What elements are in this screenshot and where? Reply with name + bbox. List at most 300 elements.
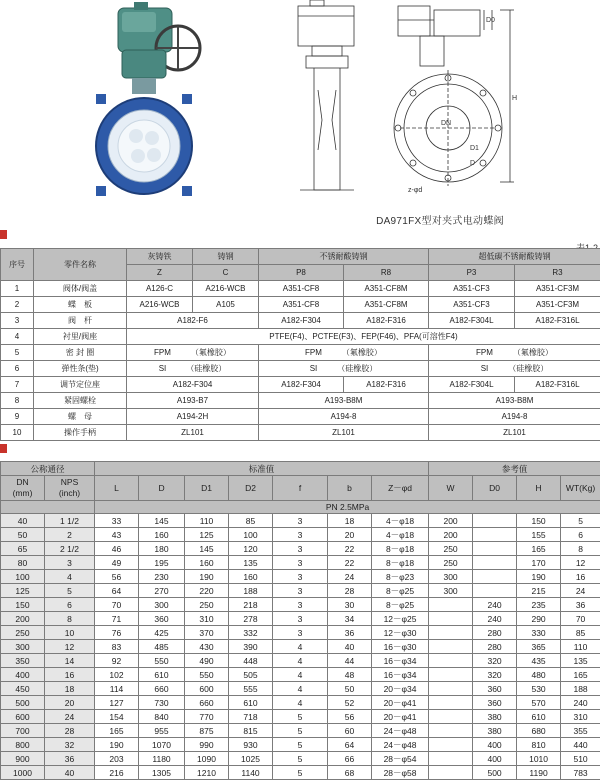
column-header-row — [1, 476, 600, 501]
cell-l: 154 — [95, 710, 139, 724]
table-row — [1, 626, 600, 640]
cell-f: 3 — [273, 598, 328, 612]
cell-d: 230 — [139, 570, 185, 584]
cell-d: 550 — [139, 654, 185, 668]
cell-d1: 1090 — [185, 752, 229, 766]
cell-h: 610 — [517, 710, 561, 724]
cell-z-phd: 4－φ18 — [372, 528, 429, 542]
cell-d: 1180 — [139, 752, 185, 766]
cell-d1: 250 — [185, 598, 229, 612]
cell-dn: 125 — [1, 584, 45, 598]
cell-f: 5 — [273, 752, 328, 766]
cell-b: 20 — [328, 528, 372, 542]
d0-label: D0 — [486, 17, 495, 24]
cell-h: 1010 — [517, 752, 561, 766]
cell-name: 阀体/阀盖 — [34, 281, 127, 297]
cell-z-phd: 24－φ48 — [372, 724, 429, 738]
cell-d2: 610 — [229, 696, 273, 710]
column-header-l: L — [95, 476, 139, 501]
cell-name: 阀 杆 — [34, 313, 127, 329]
cell-d0 — [473, 556, 517, 570]
cell-r: A351-CF8M — [344, 297, 429, 313]
cell-no: 3 — [1, 313, 34, 329]
cell-wt: 510 — [561, 752, 600, 766]
cell-dn: 800 — [1, 738, 45, 752]
cell-d2: 85 — [229, 514, 273, 528]
cell-f: 3 — [273, 584, 328, 598]
cell-d0: 500 — [473, 766, 517, 780]
cell-name: 螺 母 — [34, 409, 127, 425]
cell-l: 127 — [95, 696, 139, 710]
table-row — [1, 542, 600, 556]
cell-d1: 660 — [185, 696, 229, 710]
cell-h: 1190 — [517, 766, 561, 780]
cell-b: 44 — [328, 654, 372, 668]
cell-h: 290 — [517, 612, 561, 626]
cell-p3r3: FPM （氟橡胶） — [429, 345, 600, 361]
cell-d0: 280 — [473, 640, 517, 654]
cell-l: 70 — [95, 598, 139, 612]
cell-dn: 80 — [1, 556, 45, 570]
cell-z-phd: 24－φ48 — [372, 738, 429, 752]
cell-zc: ZL101 — [127, 425, 259, 441]
cell-d2: 100 — [229, 528, 273, 542]
cell-p: A182-F304 — [259, 313, 344, 329]
side-view-drawing — [298, 0, 354, 190]
cell-wt: 36 — [561, 598, 600, 612]
cell-pr: ZL101 — [259, 425, 429, 441]
valve-figures — [0, 0, 600, 240]
cell-h: 330 — [517, 626, 561, 640]
cell-w — [429, 612, 473, 626]
cell-d0: 240 — [473, 612, 517, 626]
materials-table — [0, 248, 600, 441]
figure-caption: DA971FX型对夹式电动蝶阀 — [140, 212, 600, 227]
cell-b: 50 — [328, 682, 372, 696]
cell-no: 6 — [1, 361, 34, 377]
column-header-h: H — [517, 476, 561, 501]
header-r3: R3 — [515, 265, 600, 281]
header-z: Z — [127, 265, 193, 281]
table-row — [1, 752, 600, 766]
cell-p3r3: A194-8 — [429, 409, 600, 425]
cell-wt: 783 — [561, 766, 600, 780]
cell-z-phd: 4－φ18 — [372, 514, 429, 528]
cell-w: 200 — [429, 514, 473, 528]
cell-d0: 380 — [473, 710, 517, 724]
cell-dn: 40 — [1, 514, 45, 528]
cell-f: 3 — [273, 528, 328, 542]
cell-name: 操作手柄 — [34, 425, 127, 441]
cell-z: A216-WCB — [127, 297, 193, 313]
front-view-drawing — [394, 6, 514, 186]
cell-p: A351-CF8 — [259, 281, 344, 297]
header-nominal: 公称通径 — [1, 462, 95, 476]
cell-dn: 900 — [1, 752, 45, 766]
cell-nps: 24 — [45, 710, 95, 724]
cell-l: 33 — [95, 514, 139, 528]
cell-h: 680 — [517, 724, 561, 738]
cell-w — [429, 598, 473, 612]
cell-dn: 200 — [1, 612, 45, 626]
cell-wt: 70 — [561, 612, 600, 626]
cell-no: 1 — [1, 281, 34, 297]
cell-h: 570 — [517, 696, 561, 710]
cell-zc: A194-2H — [127, 409, 259, 425]
header-reference: 参考值 — [429, 462, 600, 476]
table-row — [1, 668, 600, 682]
cell-l: 56 — [95, 570, 139, 584]
cell-dn: 65 — [1, 542, 45, 556]
cell-d: 1305 — [139, 766, 185, 780]
cell-p3r3: A193-B8M — [429, 393, 600, 409]
cell-nps: 32 — [45, 738, 95, 752]
cell-dn: 450 — [1, 682, 45, 696]
cell-d0 — [473, 584, 517, 598]
column-header-dn: DN (mm) — [1, 476, 45, 501]
column-header-b: b — [328, 476, 372, 501]
cell-h: 170 — [517, 556, 561, 570]
cell-d1: 370 — [185, 626, 229, 640]
cell-wt: 240 — [561, 696, 600, 710]
cell-d0: 380 — [473, 724, 517, 738]
cell-d1: 160 — [185, 556, 229, 570]
cell-d: 660 — [139, 682, 185, 696]
cell-z-phd: 12－φ25 — [372, 612, 429, 626]
cell-wt: 12 — [561, 556, 600, 570]
cell-d0: 400 — [473, 752, 517, 766]
table-row — [1, 654, 600, 668]
cell-d2: 120 — [229, 542, 273, 556]
cell-p3r3: SI （硅橡胶） — [429, 361, 600, 377]
cell-d2: 930 — [229, 738, 273, 752]
dimensions-table — [0, 461, 600, 780]
cell-d: 180 — [139, 542, 185, 556]
cell-no: 4 — [1, 329, 34, 345]
cell-d1: 310 — [185, 612, 229, 626]
cell-pr: A193-B8M — [259, 393, 429, 409]
cell-all: PTFE(F4)、PCTFE(F3)、FEP(F46)、PFA(可溶性F4) — [127, 329, 600, 345]
cell-d2: 815 — [229, 724, 273, 738]
cell-b: 24 — [328, 570, 372, 584]
cell-d: 485 — [139, 640, 185, 654]
cell-h: 435 — [517, 654, 561, 668]
cell-d0 — [473, 528, 517, 542]
cell-nps: 8 — [45, 612, 95, 626]
cell-d0: 280 — [473, 626, 517, 640]
column-header-d: D — [139, 476, 185, 501]
cell-h: 190 — [517, 570, 561, 584]
cell-l: 71 — [95, 612, 139, 626]
cell-b: 22 — [328, 556, 372, 570]
header-cast-steel: 铸钢 — [193, 249, 259, 265]
cell-pr: SI （硅橡胶） — [259, 361, 429, 377]
header-gray-iron: 灰铸铁 — [127, 249, 193, 265]
cell-z-phd: 28－φ58 — [372, 766, 429, 780]
cell-name: 紧固螺栓 — [34, 393, 127, 409]
table-row — [1, 345, 600, 361]
cell-w — [429, 668, 473, 682]
cell-nps: 18 — [45, 682, 95, 696]
cell-d2: 218 — [229, 598, 273, 612]
table-row — [1, 297, 600, 313]
cell-w: 250 — [429, 542, 473, 556]
cell-b: 36 — [328, 626, 372, 640]
cell-wt: 188 — [561, 682, 600, 696]
cell-w — [429, 752, 473, 766]
cell-w — [429, 640, 473, 654]
cell-dn: 100 — [1, 570, 45, 584]
table-row — [1, 556, 600, 570]
cell-f: 5 — [273, 724, 328, 738]
pressure-label: PN 2.5MPa — [95, 501, 600, 514]
table-row — [1, 329, 600, 345]
cell-d2: 448 — [229, 654, 273, 668]
cell-w — [429, 766, 473, 780]
cell-w — [429, 654, 473, 668]
cell-l: 190 — [95, 738, 139, 752]
cell-b: 30 — [328, 598, 372, 612]
cell-z-phd: 16－φ30 — [372, 640, 429, 654]
cell-d0: 240 — [473, 598, 517, 612]
cell-w: 200 — [429, 528, 473, 542]
table-row — [1, 738, 600, 752]
cell-no: 9 — [1, 409, 34, 425]
cell-d: 160 — [139, 528, 185, 542]
table-row — [1, 640, 600, 654]
cell-d1: 1210 — [185, 766, 229, 780]
cell-h: 235 — [517, 598, 561, 612]
valve-photo — [96, 2, 200, 196]
cell-d1: 110 — [185, 514, 229, 528]
cell-b: 34 — [328, 612, 372, 626]
column-header-nps: NPS (inch) — [45, 476, 95, 501]
cell-z-phd: 8－φ25 — [372, 584, 429, 598]
cell-r3: A182-F316L — [515, 313, 600, 329]
cell-l: 102 — [95, 668, 139, 682]
cell-dn: 600 — [1, 710, 45, 724]
cell-r: A182-F316 — [344, 377, 429, 393]
cell-d0 — [473, 514, 517, 528]
cell-d1: 125 — [185, 528, 229, 542]
cell-dn: 300 — [1, 640, 45, 654]
cell-d1: 190 — [185, 570, 229, 584]
cell-w: 250 — [429, 556, 473, 570]
cell-zc: SI （硅橡胶） — [127, 361, 259, 377]
cell-r3: A351-CF3M — [515, 297, 600, 313]
cell-r: A182-F316 — [344, 313, 429, 329]
cell-d2: 390 — [229, 640, 273, 654]
cell-nps: 3 — [45, 556, 95, 570]
cell-z-phd: 8－φ23 — [372, 570, 429, 584]
cell-z-phd: 28－φ54 — [372, 752, 429, 766]
cell-wt: 8 — [561, 542, 600, 556]
cell-no: 8 — [1, 393, 34, 409]
cell-d: 300 — [139, 598, 185, 612]
pn-blank — [1, 501, 95, 514]
cell-pr: A194-8 — [259, 409, 429, 425]
cell-r: A351-CF8M — [344, 281, 429, 297]
column-header-z-phd: Z－φd — [372, 476, 429, 501]
column-header-d0: D0 — [473, 476, 517, 501]
cell-wt: 24 — [561, 584, 600, 598]
cell-c: A105 — [193, 297, 259, 313]
cell-nps: 40 — [45, 766, 95, 780]
cell-d0: 320 — [473, 654, 517, 668]
cell-d2: 505 — [229, 668, 273, 682]
table-row — [1, 766, 600, 780]
column-header-wt: WT(Kg) — [561, 476, 600, 501]
cell-b: 56 — [328, 710, 372, 724]
cell-dn: 250 — [1, 626, 45, 640]
cell-d: 1070 — [139, 738, 185, 752]
table-row — [1, 570, 600, 584]
cell-b: 66 — [328, 752, 372, 766]
cell-d1: 490 — [185, 654, 229, 668]
cell-f: 5 — [273, 766, 328, 780]
cell-l: 64 — [95, 584, 139, 598]
cell-d2: 135 — [229, 556, 273, 570]
cell-nps: 10 — [45, 626, 95, 640]
cell-b: 22 — [328, 542, 372, 556]
cell-d: 270 — [139, 584, 185, 598]
cell-p3: A182-F304L — [429, 377, 515, 393]
cell-d1: 145 — [185, 542, 229, 556]
cell-zc: FPM （氟橡胶） — [127, 345, 259, 361]
cell-d1: 875 — [185, 724, 229, 738]
table-row — [1, 612, 600, 626]
cell-f: 5 — [273, 710, 328, 724]
cell-h: 150 — [517, 514, 561, 528]
cell-w — [429, 724, 473, 738]
cell-p: A182-F304 — [259, 377, 344, 393]
cell-l: 114 — [95, 682, 139, 696]
cell-wt: 85 — [561, 626, 600, 640]
table-row — [1, 393, 600, 409]
cell-nps: 4 — [45, 570, 95, 584]
cell-l: 46 — [95, 542, 139, 556]
header-low-carbon: 超低碳不锈耐酸铸钢 — [429, 249, 600, 265]
table-row — [1, 514, 600, 528]
cell-d: 195 — [139, 556, 185, 570]
cell-zc: A182-F6 — [127, 313, 259, 329]
cell-nps: 6 — [45, 598, 95, 612]
cell-nps: 20 — [45, 696, 95, 710]
header-no: 序号 — [1, 249, 34, 281]
cell-d1: 600 — [185, 682, 229, 696]
cell-no: 2 — [1, 297, 34, 313]
cell-d2: 160 — [229, 570, 273, 584]
cell-no: 7 — [1, 377, 34, 393]
cell-z-phd: 8－φ18 — [372, 556, 429, 570]
dn-label: DN — [441, 120, 451, 127]
table-row — [1, 425, 600, 441]
cell-r3: A182-F316L — [515, 377, 600, 393]
cell-f: 3 — [273, 556, 328, 570]
cell-w — [429, 710, 473, 724]
cell-d: 360 — [139, 612, 185, 626]
cell-d2: 718 — [229, 710, 273, 724]
cell-wt: 440 — [561, 738, 600, 752]
header-p8: P8 — [259, 265, 344, 281]
cell-d: 145 — [139, 514, 185, 528]
cell-l: 49 — [95, 556, 139, 570]
cell-d0 — [473, 570, 517, 584]
section-marker-1 — [0, 230, 7, 239]
cell-w — [429, 682, 473, 696]
cell-d1: 550 — [185, 668, 229, 682]
cell-z-phd: 8－φ25 — [372, 598, 429, 612]
cell-b: 68 — [328, 766, 372, 780]
cell-zc: A182-F304 — [127, 377, 259, 393]
cell-l: 203 — [95, 752, 139, 766]
cell-p3r3: ZL101 — [429, 425, 600, 441]
cell-d0 — [473, 542, 517, 556]
cell-f: 3 — [273, 612, 328, 626]
cell-f: 4 — [273, 696, 328, 710]
cell-b: 60 — [328, 724, 372, 738]
cell-dn: 500 — [1, 696, 45, 710]
cell-d2: 555 — [229, 682, 273, 696]
column-header-w: W — [429, 476, 473, 501]
cell-z-phd: 16－φ34 — [372, 654, 429, 668]
cell-z-phd: 16－φ34 — [372, 668, 429, 682]
cell-dn: 150 — [1, 598, 45, 612]
cell-dn: 1000 — [1, 766, 45, 780]
cell-h: 165 — [517, 542, 561, 556]
cell-dn: 50 — [1, 528, 45, 542]
cell-dn: 700 — [1, 724, 45, 738]
cell-l: 83 — [95, 640, 139, 654]
d1-label: D1 — [470, 145, 479, 152]
cell-b: 64 — [328, 738, 372, 752]
table-row — [1, 361, 600, 377]
cell-wt: 135 — [561, 654, 600, 668]
cell-name: 蝶 板 — [34, 297, 127, 313]
cell-d: 730 — [139, 696, 185, 710]
cell-nps: 12 — [45, 640, 95, 654]
cell-l: 216 — [95, 766, 139, 780]
cell-nps: 36 — [45, 752, 95, 766]
cell-l: 165 — [95, 724, 139, 738]
cell-f: 4 — [273, 682, 328, 696]
cell-p3: A351-CF3 — [429, 297, 515, 313]
cell-w: 300 — [429, 584, 473, 598]
header-stainless: 不锈耐酸铸钢 — [259, 249, 429, 265]
table-row — [1, 696, 600, 710]
cell-z: A126-C — [127, 281, 193, 297]
cell-d0: 360 — [473, 696, 517, 710]
cell-name: 衬里/阀座 — [34, 329, 127, 345]
cell-d0: 400 — [473, 738, 517, 752]
cell-f: 5 — [273, 738, 328, 752]
table-row — [1, 377, 600, 393]
cell-z-phd: 8－φ18 — [372, 542, 429, 556]
cell-c: A216-WCB — [193, 281, 259, 297]
cell-z-phd: 20－φ41 — [372, 710, 429, 724]
cell-d: 425 — [139, 626, 185, 640]
cell-f: 4 — [273, 668, 328, 682]
cell-name: 调节定位座 — [34, 377, 127, 393]
cell-d2: 1025 — [229, 752, 273, 766]
cell-nps: 28 — [45, 724, 95, 738]
cell-f: 4 — [273, 640, 328, 654]
cell-no: 10 — [1, 425, 34, 441]
section-marker-2 — [0, 444, 7, 453]
cell-wt: 110 — [561, 640, 600, 654]
header-standard: 标准值 — [95, 462, 429, 476]
cell-d: 840 — [139, 710, 185, 724]
